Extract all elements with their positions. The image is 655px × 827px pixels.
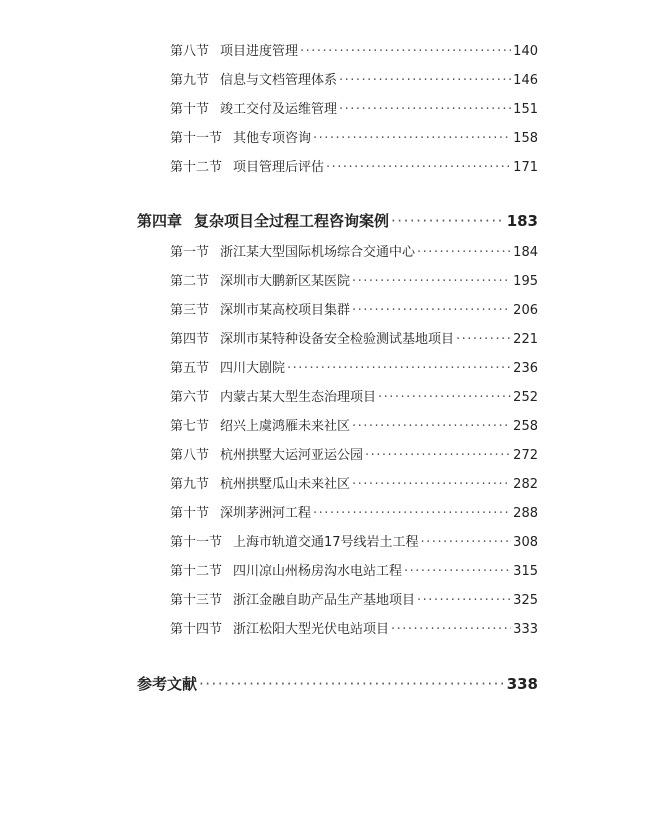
toc-chapter-prefix: 第四章 — [137, 212, 183, 230]
toc-entry-prefix: 第九节 — [170, 477, 210, 492]
toc-entry-title: 浙江松阳大型光伏电站项目 — [233, 622, 390, 637]
leader-dots — [199, 673, 505, 695]
toc-entry-title: 杭州拱墅大运河亚运公园 — [220, 448, 364, 463]
leader-dots — [391, 620, 511, 640]
toc-entry-page: 315 — [513, 564, 538, 579]
toc-entry-ch4-section-6[interactable] — [170, 388, 538, 408]
toc-entry-prefix: 第四节 — [170, 332, 210, 347]
toc-entry-prefix: 第八节 — [170, 448, 210, 463]
toc-chapter-page: 183 — [506, 212, 538, 230]
toc-entry-section-9[interactable] — [170, 71, 538, 91]
toc-entry-title: 杭州拱墅瓜山未来社区 — [220, 477, 351, 492]
toc-entry-prefix: 第一节 — [170, 245, 210, 260]
toc-entry-page: 221 — [513, 332, 538, 347]
toc-entry-prefix: 第十二节 — [170, 160, 223, 175]
toc-entry-prefix: 第十一节 — [170, 131, 223, 146]
toc-entry-page: 151 — [513, 102, 538, 117]
toc-entry-prefix: 第九节 — [170, 73, 210, 88]
toc-entry-title: 四川凉山州杨房沟水电站工程 — [233, 564, 403, 579]
toc-entry-prefix: 第五节 — [170, 361, 210, 376]
toc-entry-title: 其他专项咨询 — [233, 131, 312, 146]
toc-entry-title: 竣工交付及运维管理 — [220, 102, 338, 117]
toc-entry-page: 206 — [513, 303, 538, 318]
toc-entry-title: 深圳茅洲河工程 — [220, 506, 312, 521]
toc-references-page: 338 — [506, 675, 538, 693]
toc-entry-page: 288 — [513, 506, 538, 521]
leader-dots — [326, 158, 511, 178]
toc-entry-ch4-section-4[interactable] — [170, 330, 538, 350]
toc-entry-ch4-section-11[interactable] — [170, 533, 538, 553]
toc-entry-ch4-section-1[interactable] — [170, 243, 538, 263]
toc-entry-page: 171 — [513, 160, 538, 175]
toc-entry-prefix: 第十节 — [170, 102, 210, 117]
toc-entry-title: 上海市轨道交通17号线岩土工程 — [233, 535, 419, 550]
toc-entry-title: 绍兴上虞鸿雁未来社区 — [220, 419, 351, 434]
leader-dots — [404, 562, 511, 582]
toc-entry-prefix: 第十四节 — [170, 622, 223, 637]
toc-chapter-title: 复杂项目全过程工程咨询案例 — [194, 212, 390, 230]
toc-entry-page: 333 — [513, 622, 538, 637]
toc-entry-section-10[interactable] — [170, 100, 538, 120]
toc-entry-ch4-section-13[interactable] — [170, 591, 538, 611]
leader-dots — [417, 591, 511, 611]
toc-entry-prefix: 第十二节 — [170, 564, 223, 579]
toc-entry-ch4-section-2[interactable] — [170, 272, 538, 292]
toc-entry-page: 236 — [513, 361, 538, 376]
toc-entry-title: 浙江金融自助产品生产基地项目 — [233, 593, 416, 608]
toc-entry-prefix: 第七节 — [170, 419, 210, 434]
toc-entry-prefix: 第十节 — [170, 506, 210, 521]
toc-entry-title: 四川大剧院 — [220, 361, 286, 376]
toc-entry-page: 252 — [513, 390, 538, 405]
leader-dots — [339, 100, 511, 120]
toc-entry-title: 深圳市某高校项目集群 — [220, 303, 351, 318]
toc-entry-page: 282 — [513, 477, 538, 492]
toc-entry-page: 184 — [513, 245, 538, 260]
toc-entry-page: 195 — [513, 274, 538, 289]
toc-entry-page: 140 — [513, 44, 538, 59]
toc-entry-title: 内蒙古某大型生态治理项目 — [220, 390, 377, 405]
toc-entry-title: 浙江某大型国际机场综合交通中心 — [220, 245, 416, 260]
leader-dots — [352, 272, 511, 292]
leader-dots — [313, 129, 511, 149]
toc-entry-prefix: 第十一节 — [170, 535, 223, 550]
toc-entry-prefix: 第三节 — [170, 303, 210, 318]
toc-entry-page: 258 — [513, 419, 538, 434]
toc-entry-title: 深圳市某特种设备安全检验测试基地项目 — [220, 332, 455, 347]
leader-dots — [417, 243, 511, 263]
toc-entry-section-12[interactable] — [170, 158, 538, 178]
toc-references-title: 参考文献 — [137, 675, 198, 693]
toc-entry-title: 项目进度管理 — [220, 44, 299, 59]
toc-entry-ch4-section-5[interactable] — [170, 359, 538, 379]
toc-entry-section-8[interactable] — [170, 42, 538, 62]
toc-entry-ch4-section-14[interactable] — [170, 620, 538, 640]
toc-entry-title: 深圳市大鹏新区某医院 — [220, 274, 351, 289]
toc-entry-prefix: 第八节 — [170, 44, 210, 59]
toc-entry-chapter-4[interactable] — [137, 210, 538, 232]
toc-entry-section-11[interactable] — [170, 129, 538, 149]
toc-entry-ch4-section-7[interactable] — [170, 417, 538, 437]
toc-entry-prefix: 第六节 — [170, 390, 210, 405]
toc-entry-title: 信息与文档管理体系 — [220, 73, 338, 88]
leader-dots — [365, 446, 511, 466]
toc-entry-references[interactable] — [137, 673, 538, 695]
toc-entry-ch4-section-8[interactable] — [170, 446, 538, 466]
toc-entry-title: 项目管理后评估 — [233, 160, 325, 175]
leader-dots — [421, 533, 512, 553]
toc-entry-page: 272 — [513, 448, 538, 463]
toc-entry-ch4-section-10[interactable] — [170, 504, 538, 524]
leader-dots — [352, 475, 511, 495]
leader-dots — [391, 210, 505, 232]
leader-dots — [300, 42, 511, 62]
leader-dots — [352, 301, 511, 321]
toc-entry-prefix: 第二节 — [170, 274, 210, 289]
toc-entry-page: 325 — [513, 593, 538, 608]
toc-entry-page: 308 — [513, 535, 538, 550]
leader-dots — [456, 330, 511, 350]
leader-dots — [378, 388, 511, 408]
toc-entry-ch4-section-3[interactable] — [170, 301, 538, 321]
leader-dots — [313, 504, 511, 524]
leader-dots — [339, 71, 511, 91]
toc-entry-ch4-section-9[interactable] — [170, 475, 538, 495]
leader-dots — [287, 359, 511, 379]
toc-entry-prefix: 第十三节 — [170, 593, 223, 608]
toc-entry-ch4-section-12[interactable] — [170, 562, 538, 582]
leader-dots — [352, 417, 511, 437]
toc-entry-page: 146 — [513, 73, 538, 88]
toc-entry-page: 158 — [513, 131, 538, 146]
